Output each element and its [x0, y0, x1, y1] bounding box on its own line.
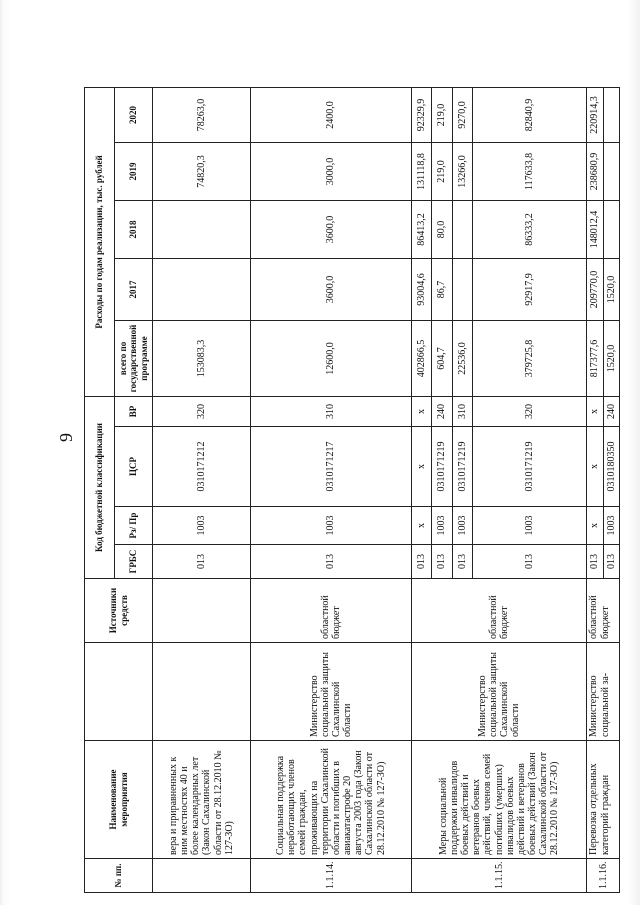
cell-2020: 78263,0: [153, 87, 251, 142]
cell-grbs: 013: [411, 545, 431, 579]
cell-csr: 0310171212: [153, 427, 251, 507]
cell-rzpr: х: [411, 507, 431, 545]
header-source: Источники средств: [85, 579, 153, 643]
rotated-document-frame: [84, 88, 620, 893]
cell-grbs: 013: [587, 545, 603, 579]
cell-2018: 86413,2: [411, 200, 431, 258]
cell-grbs: 013: [153, 545, 251, 579]
cell-rzpr: 1003: [473, 507, 587, 545]
cell-2018: [153, 200, 251, 258]
cell-total: 604,7: [432, 320, 452, 396]
cell-grbs: 013: [250, 545, 411, 579]
row-num: 1.1.14.: [250, 859, 411, 893]
cell-csr: х: [587, 427, 603, 507]
cell-vr: 320: [473, 396, 587, 426]
cell-2019: [603, 142, 619, 200]
cell-total: 1520,0: [603, 320, 619, 396]
cell-vr: 310: [250, 396, 411, 426]
cell-rzpr: 1003: [603, 507, 619, 545]
cell-2020: 92329,9: [411, 87, 431, 142]
row-source: областной бюджет: [250, 579, 411, 643]
cell-2017: [452, 258, 472, 320]
header-2017: 2017: [115, 258, 153, 320]
cell-grbs: 013: [603, 545, 619, 579]
cell-total: 379725,8: [473, 320, 587, 396]
cell-2020: 82840,9: [473, 87, 587, 142]
cell-total: 402866,5: [411, 320, 431, 396]
cell-grbs: 013: [452, 545, 472, 579]
cell-2019: 117633,8: [473, 142, 587, 200]
cell-2019: 13266,0: [452, 142, 472, 200]
cell-vr: 240: [432, 396, 452, 426]
cell-2017: 3600,0: [250, 258, 411, 320]
cell-2017: 93004,6: [411, 258, 431, 320]
row-source: областной бюджет: [587, 579, 620, 643]
row-executor: Министерство социальной за-: [587, 643, 620, 741]
table-row: [587, 87, 603, 892]
cell-2020: 220914,3: [587, 87, 603, 142]
header-total: всего по государственной программе: [115, 320, 153, 396]
row-name: Перевозка отдельных категорий граждан: [587, 741, 620, 859]
cell-rzpr: х: [587, 507, 603, 545]
cell-total: 12600,0: [250, 320, 411, 396]
header-expenses: Расходы по годам реализации, тыс. рублей: [85, 87, 115, 396]
cell-2019: 3000,0: [250, 142, 411, 200]
header-vr: ВР: [115, 396, 153, 426]
cell-total: 817377,6: [587, 320, 603, 396]
header-csr: ЦСР: [115, 427, 153, 507]
cell-2019: 131118,8: [411, 142, 431, 200]
header-name: Наименование мероприятия: [85, 741, 153, 859]
cell-grbs: 013: [432, 545, 452, 579]
cell-2018: [452, 200, 472, 258]
cell-2017: 92917,9: [473, 258, 587, 320]
cell-2020: 2400,0: [250, 87, 411, 142]
header-2019: 2019: [115, 142, 153, 200]
cell-csr: 0310171219: [432, 427, 452, 507]
cell-rzpr: 1003: [250, 507, 411, 545]
table-row: [153, 87, 251, 892]
header-grbs: ГРБС: [115, 545, 153, 579]
cell-2019: 238680,9: [587, 142, 603, 200]
row-source: областной бюджет: [411, 579, 586, 643]
row-num: 1.1.15.: [411, 859, 586, 893]
cell-total: 153083,3: [153, 320, 251, 396]
cell-grbs: 013: [473, 545, 587, 579]
row-num: 1.1.16.: [587, 859, 620, 893]
budget-table: [84, 87, 620, 893]
row-executor: [153, 643, 251, 741]
header-2018: 2018: [115, 200, 153, 258]
cell-2017: 86,7: [432, 258, 452, 320]
cell-2020: 219,0: [432, 87, 452, 142]
cell-csr: 0310171219: [473, 427, 587, 507]
cell-2018: [603, 200, 619, 258]
row-executor: Министерство социальной защиты Сахалинской области: [250, 643, 411, 741]
table-row: [250, 87, 411, 892]
cell-total: 22536,0: [452, 320, 472, 396]
row-name: Меры социальной поддержки инвалидов боевых действий и ветеранов боевых действий, членов семей погибших (умерших) инвалидов боевых действий и ветеранов боевых действий (Закон Сахалинской области от 28.12.2010 № 127-ЗО): [411, 741, 586, 859]
row-name: Социальная поддержка неработающих членов семей граждан, проживающих на территории Сахалинской области и погибших в авиакатастрофе 20 августа 2003 года (Закон Сахалинской области от 28.12.2010 № 127-ЗО): [250, 741, 411, 859]
cell-2017: 209770,0: [587, 258, 603, 320]
header-budget-code: Код бюджетной классификации: [85, 396, 115, 578]
cell-vr: х: [587, 396, 603, 426]
cell-2017: 1520,0: [603, 258, 619, 320]
cell-2020: [603, 87, 619, 142]
cell-csr: 0310180350: [603, 427, 619, 507]
header-executor: [85, 643, 153, 741]
cell-2019: 219,0: [432, 142, 452, 200]
header-2020: 2020: [115, 87, 153, 142]
cell-2018: 148012,4: [587, 200, 603, 258]
cell-vr: 320: [153, 396, 251, 426]
row-source: [153, 579, 251, 643]
cell-csr: х: [411, 427, 431, 507]
cell-vr: х: [411, 396, 431, 426]
cell-csr: 0310171219: [452, 427, 472, 507]
cell-vr: 310: [452, 396, 472, 426]
cell-csr: 0310171217: [250, 427, 411, 507]
cell-2019: 74820,3: [153, 142, 251, 200]
header-rzpr: Рз/ Пр: [115, 507, 153, 545]
cell-rzpr: 1003: [452, 507, 472, 545]
cell-rzpr: 1003: [432, 507, 452, 545]
page-number: 9: [56, 433, 76, 442]
cell-rzpr: 1003: [153, 507, 251, 545]
row-num: [153, 859, 251, 893]
cell-vr: 240: [603, 396, 619, 426]
row-executor: Министерство социальной защиты Сахалинской области: [411, 643, 586, 741]
header-num: № пп.: [85, 859, 153, 893]
cell-2017: [153, 258, 251, 320]
cell-2018: 86333,2: [473, 200, 587, 258]
table-row: [411, 87, 431, 892]
cell-2018: 3600,0: [250, 200, 411, 258]
cell-2020: 9270,0: [452, 87, 472, 142]
cell-2018: 80,0: [432, 200, 452, 258]
row-name: вера и приравненных к ним местностях 40 и более календарных лет (Закон Сахалинской области от 28.12.2010 № 127-ЗО): [153, 741, 251, 859]
